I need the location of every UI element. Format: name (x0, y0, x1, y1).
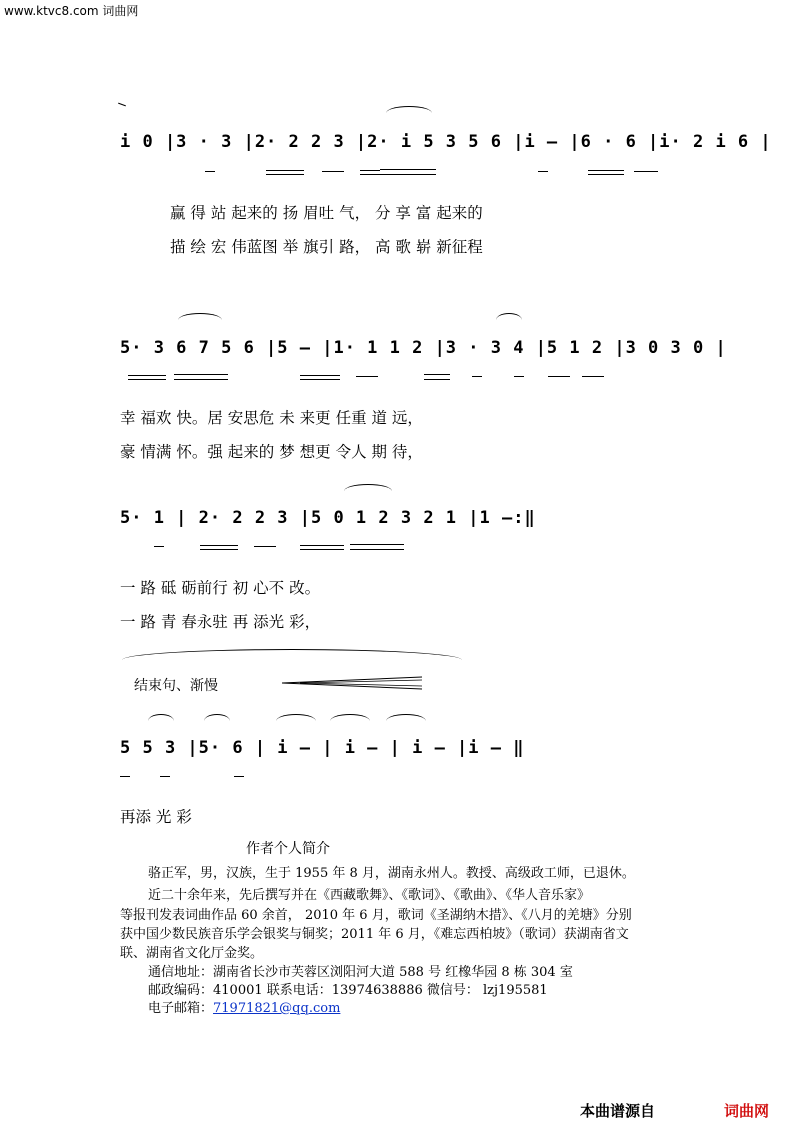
underline (234, 776, 244, 777)
underline (634, 171, 658, 172)
slur (204, 714, 230, 721)
tempo-direction: 结束句、渐慢 (134, 678, 218, 694)
bio-paragraph-2-line-1: 近二十余年来，先后撰写并在《西藏歌舞》、《歌词》、《歌曲》、《华人音乐家》 (148, 888, 591, 903)
tie-mark (118, 103, 126, 107)
bio-paragraph-2-line-4: 联、湖南省文化厅金奖。 (120, 946, 264, 961)
bio-paragraph-2-line-3: 获中国少数民族音乐学会银奖与铜奖；2011 年 6 月，《难忘西柏坡》（歌词）获湖南省文 (120, 927, 629, 942)
lyrics-ending: 再添 光 彩 (120, 808, 192, 826)
underline (380, 169, 436, 175)
underline (548, 376, 570, 377)
underline (154, 546, 164, 547)
slur (148, 714, 174, 721)
email-link[interactable]: 71971821@qq.com (213, 1001, 341, 1016)
slur (386, 106, 432, 113)
lyrics-verse-2: 豪 情满 怀。强 起来的 梦 想更 令人 期 待， (120, 443, 423, 461)
underline (350, 544, 404, 550)
email-label: 电子邮箱： (148, 1001, 214, 1016)
underline (472, 376, 482, 377)
underline (582, 376, 604, 377)
underline (266, 170, 304, 175)
underline (360, 170, 380, 175)
underline (322, 171, 344, 172)
underline (120, 776, 130, 777)
slur (386, 714, 426, 721)
underline (300, 375, 340, 380)
lyrics-verse-1: 一 路 砥 砺前行 初 心不 改。 (120, 579, 321, 597)
underline (538, 171, 548, 172)
lyrics-verse-1: 赢 得 站 起来的 扬 眉吐 气， 分 享 富 起来的 (170, 204, 483, 222)
notation-row: 5 5 3 |5· 6 | i – | i – | i – |i – ‖ (120, 738, 525, 758)
underline (160, 776, 170, 777)
contact-address: 通信地址：湖南省长沙市芙蓉区浏阳河大道 588 号 红橡华园 8 栋 304 室 (148, 965, 573, 980)
underline (174, 374, 228, 380)
bio-paragraph-2-line-2: 等报刊发表词曲作品 60 余首， 2010 年 6 月，歌词《圣湖纳木措》、《八月的羌塘》分别 (120, 908, 632, 923)
slur (344, 484, 392, 491)
bio-title: 作者个人简介 (246, 841, 330, 857)
lyrics-verse-2: 一 路 青 春永驻 再 添光 彩， (120, 613, 321, 631)
contact-email (148, 999, 340, 1018)
slur (496, 313, 522, 320)
footer-site-link[interactable]: 词曲网 (724, 1102, 770, 1120)
underline (588, 170, 624, 175)
underline (128, 375, 166, 380)
decrescendo-mark (280, 676, 424, 690)
underline (514, 376, 524, 377)
underline (254, 546, 276, 547)
footer-source-text: 本曲谱源自 (580, 1102, 656, 1120)
notation-row: 5· 1 | 2· 2 2 3 |5 0 1 2 3 2 1 |1 –:‖ (120, 508, 536, 528)
lyrics-verse-2: 描 绘 宏 伟蓝图 举 旗引 路， 高 歌 崭 新征程 (170, 238, 483, 256)
bio-paragraph-1: 骆正军，男，汉族，生于 1955 年 8 月，湖南永州人。教授、高级政工师，已退休。 (148, 866, 635, 881)
underline (424, 374, 450, 380)
slur (330, 714, 370, 721)
site-watermark: www.ktvc8.com 词曲网 (4, 4, 139, 18)
lyrics-verse-1: 幸 福欢 快。居 安思危 未 来更 任重 道 远， (120, 409, 423, 427)
ending-bracket (122, 649, 462, 660)
contact-postal-phone: 邮政编码：410001 联系电话：13974638886 微信号： lzj195581 (148, 983, 548, 998)
slur (276, 714, 316, 721)
underline (356, 376, 378, 377)
notation-row: 5· 3 6 7 5 6 |5 – |1· 1 1 2 |3 · 3 4 |5 1 2 |3 0 3 0 | (120, 338, 727, 358)
slur (178, 313, 222, 320)
notation-row: i 0 |3 · 3 |2· 2 2 3 |2· i 5 3 5 6 |i – |6 · 6 |i· 2 i 6 | (120, 132, 772, 152)
underline (200, 545, 238, 550)
underline (205, 171, 215, 172)
underline (300, 545, 344, 550)
